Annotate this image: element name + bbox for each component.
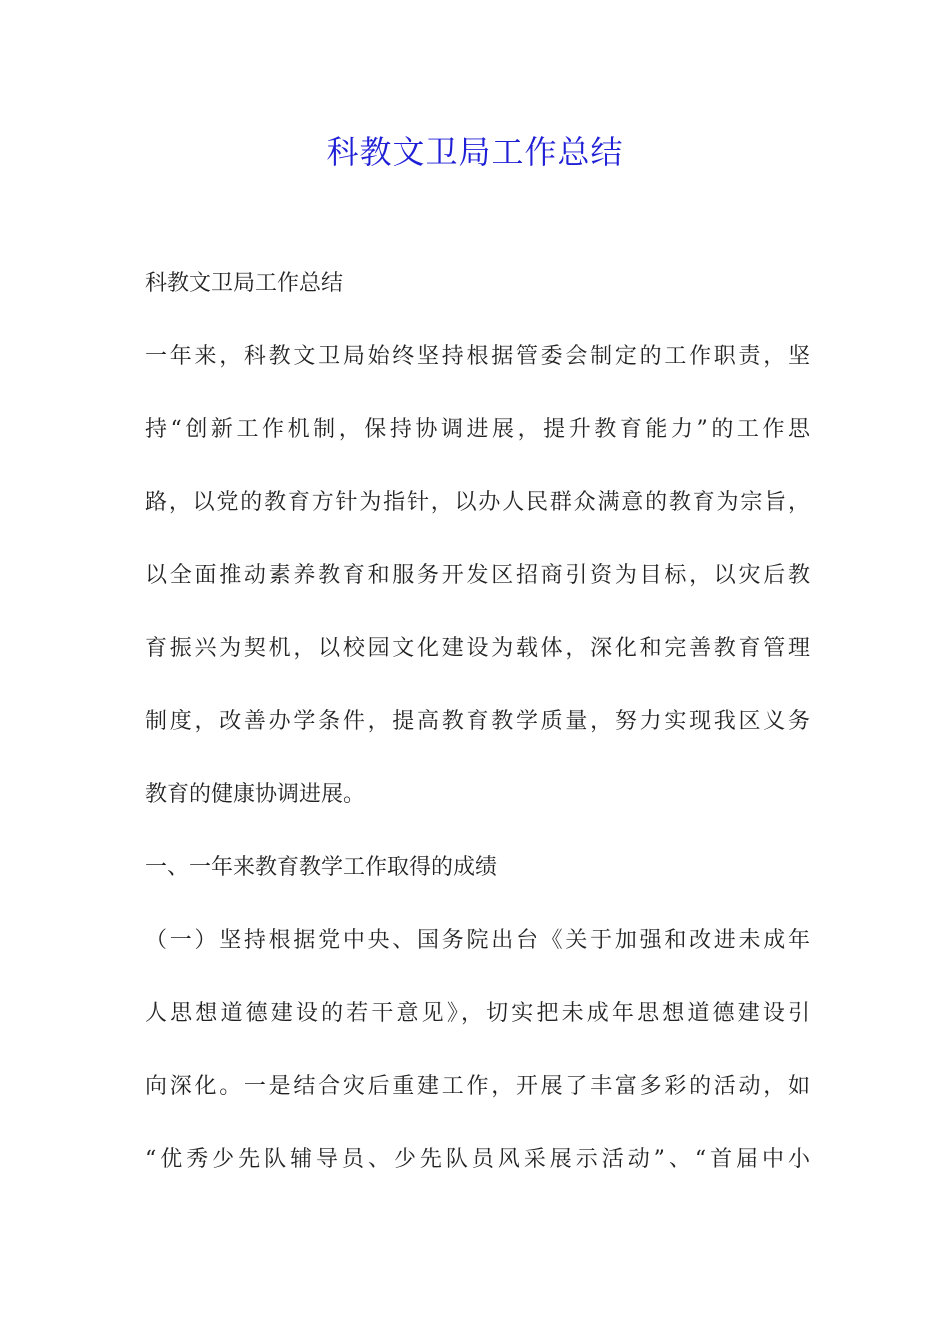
text-line: 一年来，科教文卫局始终坚持根据管委会制定的工作职责，坚 — [145, 344, 810, 369]
text-line: 路，以党的教育方针为指针，以办人民群众满意的教育为宗旨， — [145, 490, 810, 515]
text-line: （一）坚持根据党中央、国务院出台《关于加强和改进未成年 — [145, 928, 810, 953]
text-line: 人思想道德建设的若干意见》，切实把未成年思想道德建设引 — [145, 1001, 810, 1026]
text-line: 育振兴为契机，以校园文化建设为载体，深化和完善教育管理 — [145, 636, 810, 661]
text-line: 向深化。一是结合灾后重建工作，开展了丰富多彩的活动，如 — [145, 1074, 810, 1099]
text-line: 科教文卫局工作总结 — [145, 271, 344, 296]
text-line: 教育的健康协调进展。 — [145, 782, 366, 807]
text-line: 持“创新工作机制，保持协调进展，提升教育能力”的工作思 — [145, 417, 810, 442]
text-line: 制度，改善办学条件，提高教育教学质量，努力实现我区义务 — [145, 709, 810, 734]
text-line: “优秀少先队辅导员、少先队员风采展示活动”、“首届中小 — [145, 1147, 810, 1172]
document-body — [145, 260, 810, 1209]
text-line: 以全面推动素养教育和服务开发区招商引资为目标，以灾后教 — [145, 563, 810, 588]
section-heading: 一、一年来教育教学工作取得的成绩 — [145, 855, 498, 880]
document-title: 科教文卫局工作总结 — [326, 133, 624, 171]
